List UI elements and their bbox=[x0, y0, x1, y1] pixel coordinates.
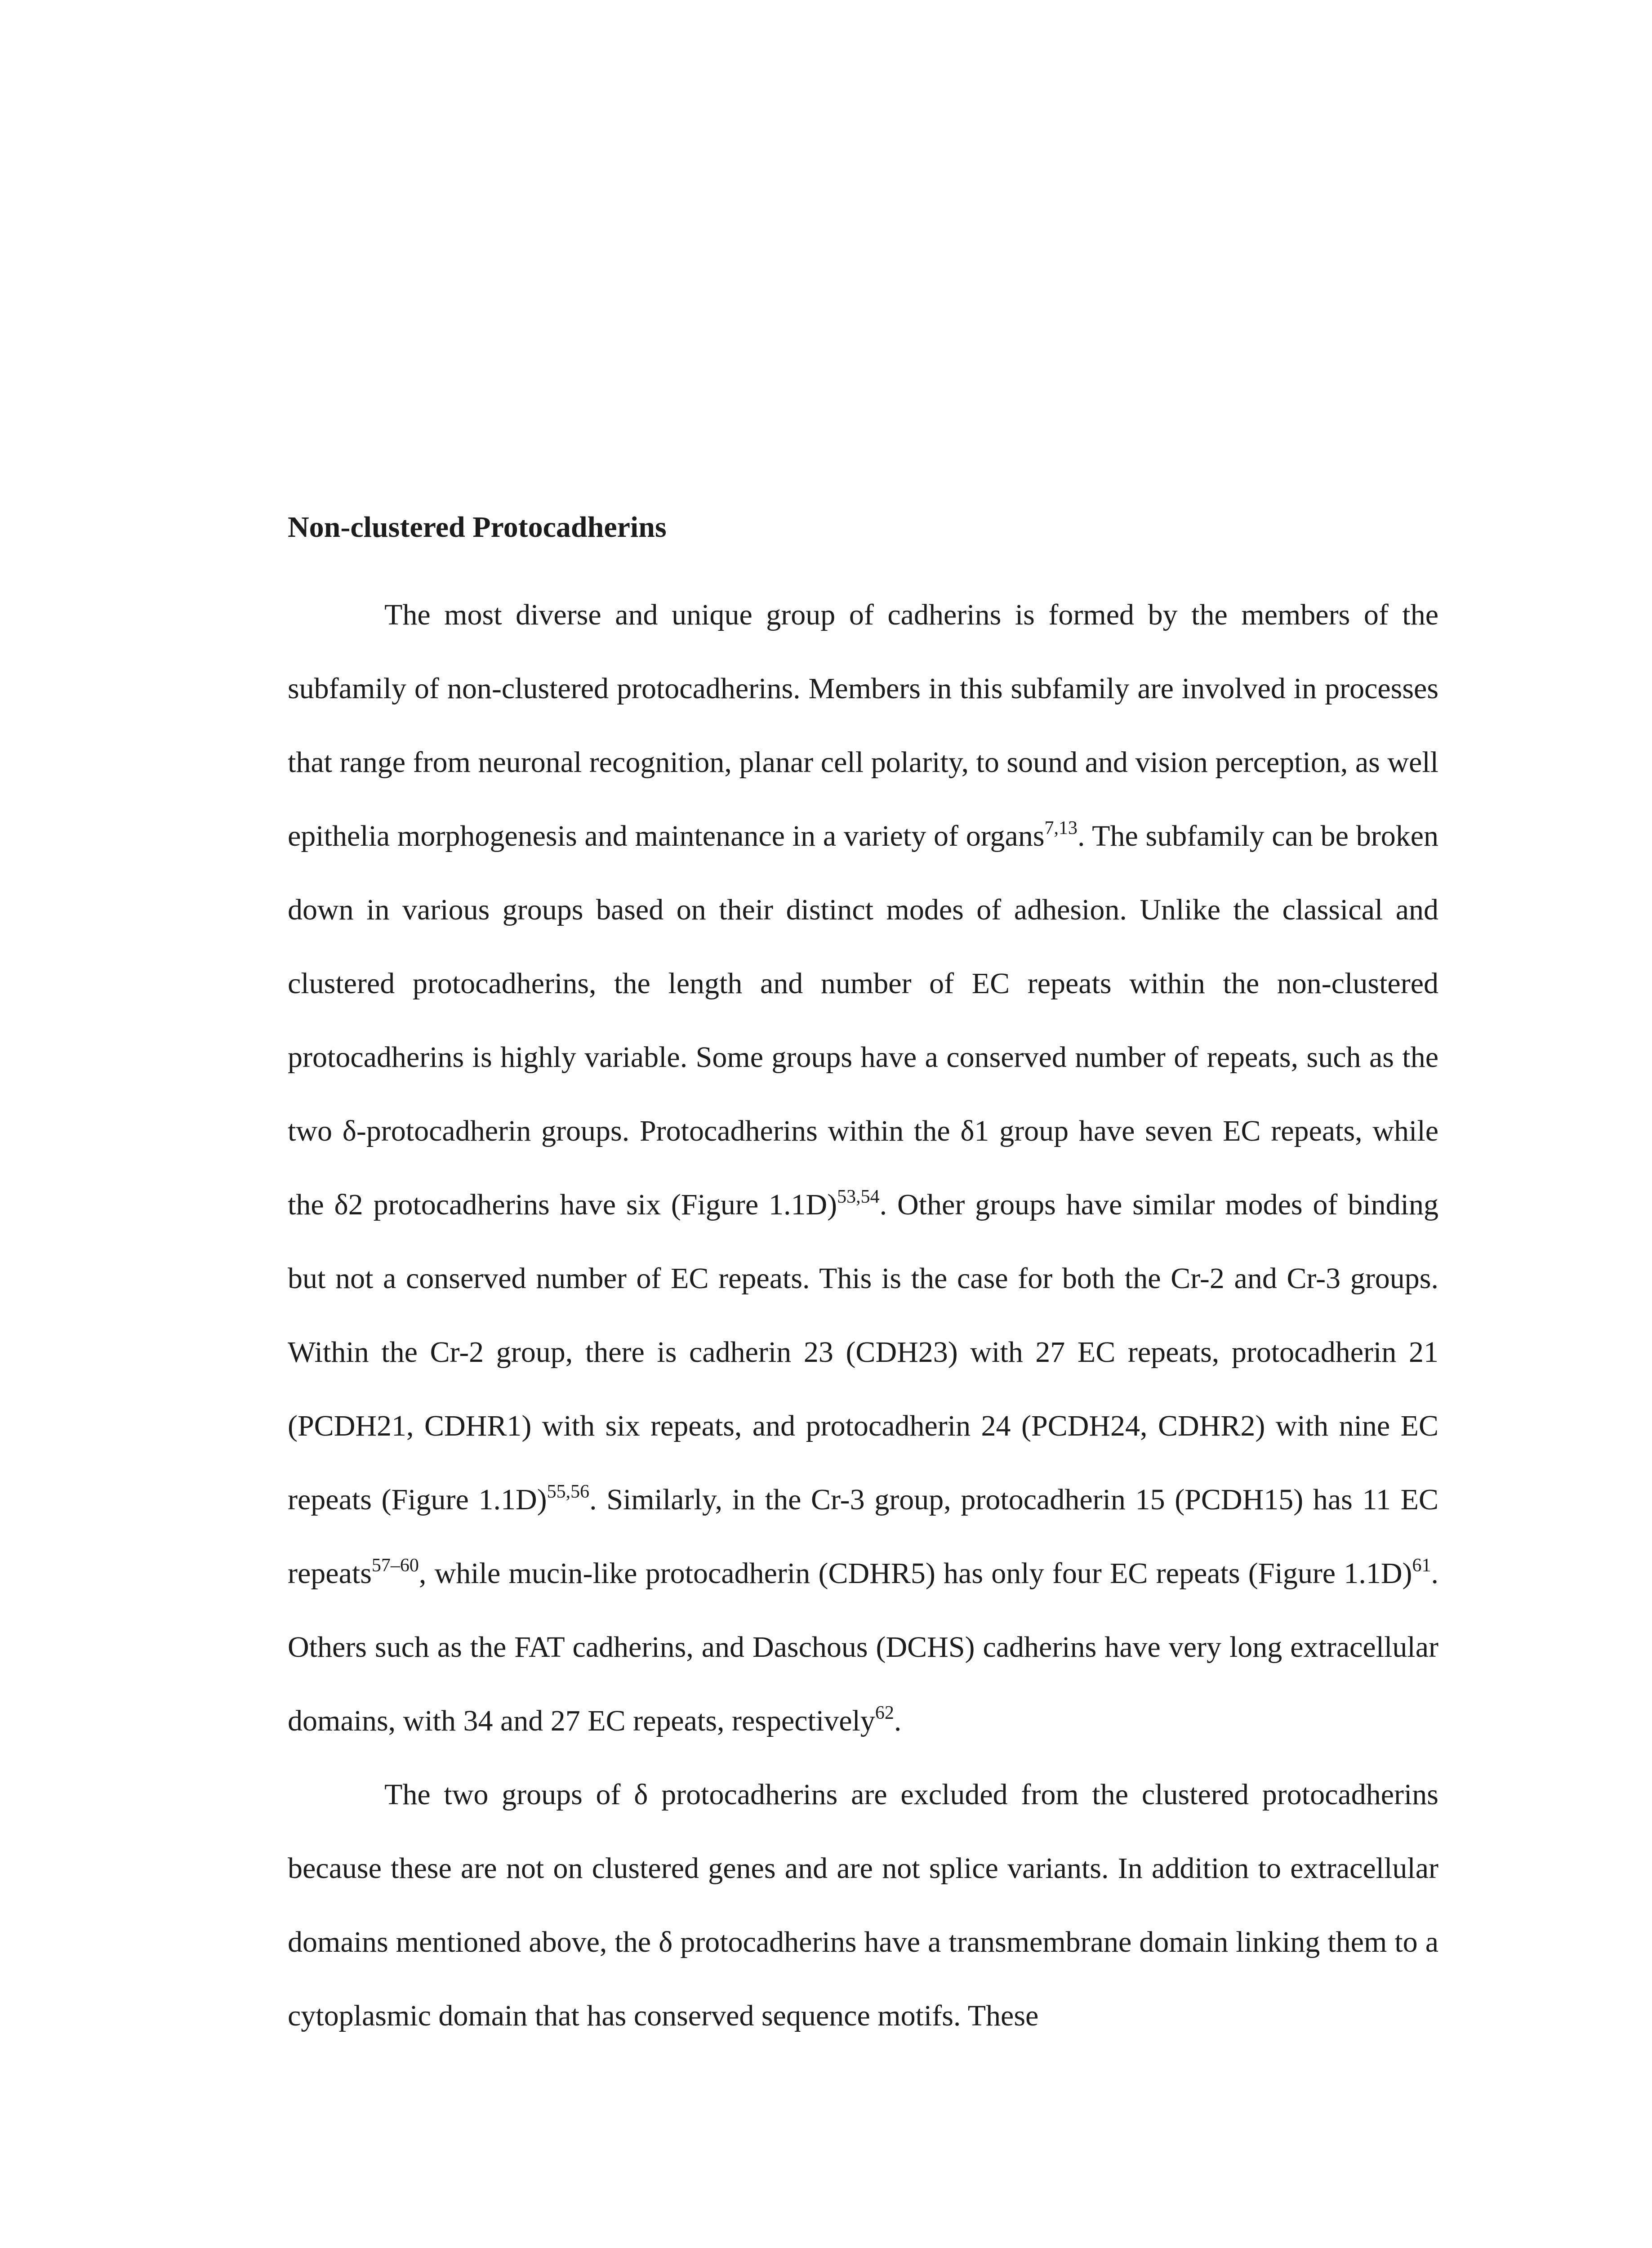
text-run: The two groups of δ protocadherins are excluded from the clustered protocadherins because these are not on clustered genes and are not splice variants. In addition to extracellular domains mentioned above, the δ protocadherins have a transmembrane domain linking them to a cytoplasmic domain that has conserved sequence motifs. These bbox=[288, 1778, 1438, 2032]
paragraph bbox=[288, 578, 1438, 1758]
citation-superscript: 57–60 bbox=[371, 1555, 419, 1576]
paragraph bbox=[288, 1758, 1438, 2053]
citation-superscript: 7,13 bbox=[1044, 817, 1078, 839]
text-run: . The subfamily can be broken down in various groups based on their distinct modes of adhesion. Unlike the classical and clustered protocadherins, the length and number of EC repeats within the non-clustered protocadherins is highly variable. Some groups have a conserved number of repeats, such as the two δ-protocadherin groups. Protocadherins within the δ1 group have seven EC repeats, while the δ2 protocadherins have six (Figure 1.1D) bbox=[288, 820, 1439, 1221]
citation-superscript: 62 bbox=[875, 1702, 894, 1723]
citation-superscript: 61 bbox=[1412, 1555, 1431, 1576]
citation-superscript: 53,54 bbox=[837, 1186, 880, 1207]
text-run: , while mucin-like protocadherin (CDHR5) has only four EC repeats (Figure 1.1D) bbox=[419, 1557, 1412, 1590]
text-run: . Similarly, in the Cr-3 group, protocadherin 15 (PCDH15) has 11 EC repeats bbox=[288, 1483, 1438, 1590]
citation-superscript: 55,56 bbox=[547, 1481, 590, 1502]
text-run: . Other groups have similar modes of binding but not a conserved number of EC repeats. This is the case for both the Cr-2 and Cr-3 groups. Within the Cr-2 group, there is cadherin 23 (CDH23) with 27 EC repeats, protocadherin 21 (PCDH21, CDHR1) with six repeats, and protocadherin 24 (PCDH24, CDHR2) with nine EC repeats (Figure 1.1D) bbox=[288, 1188, 1438, 1516]
text-run: . Others such as the FAT cadherins, and Daschous (DCHS) cadherins have very long extracellular domains, with 34 and 27 EC repeats, respectively bbox=[288, 1557, 1438, 1737]
section-heading: Non-clustered Protocadherins bbox=[288, 511, 667, 544]
text-run: . bbox=[894, 1704, 902, 1737]
text-run: The most diverse and unique group of cadherins is formed by the members of the subfamily of non-clustered protocadherins. Members in this subfamily are involved in processes that range from neuronal recognition, planar cell polarity, to sound and vision perception, as well epithelia morphogenesis and maintenance in a variety of organs bbox=[288, 598, 1438, 852]
body-text bbox=[288, 472, 1438, 2053]
